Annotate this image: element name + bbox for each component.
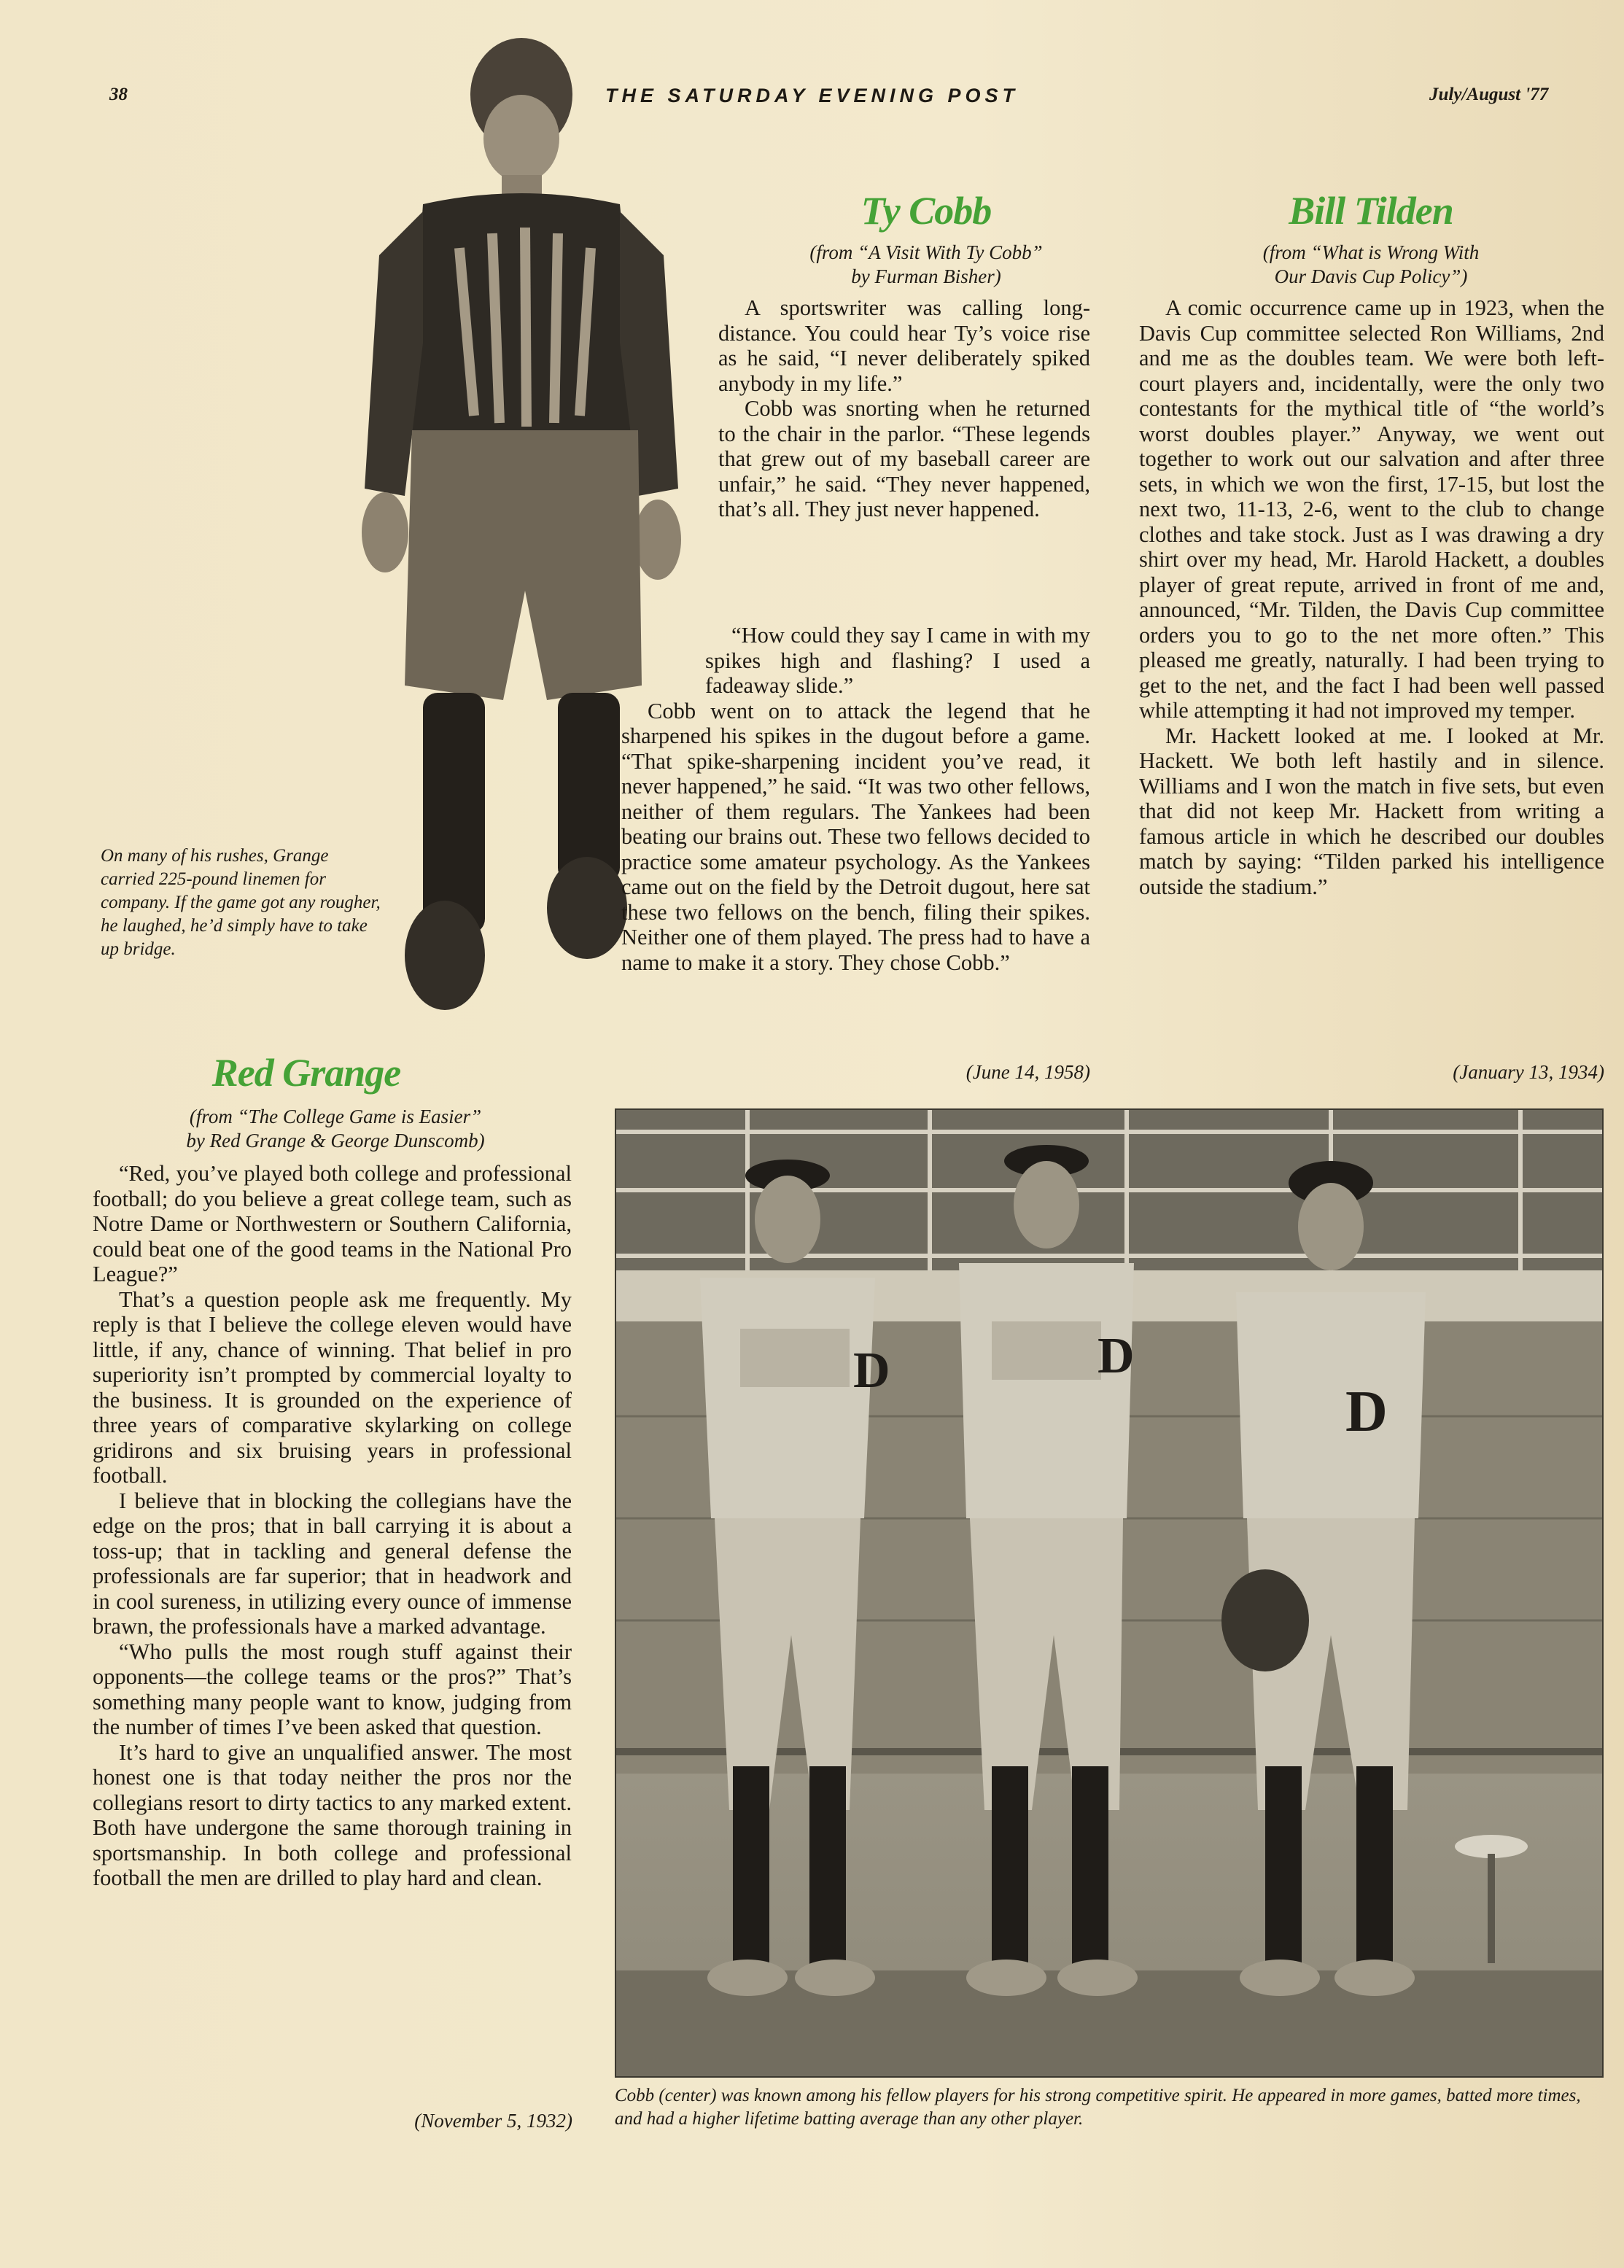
bill-tilden-paragraph: A comic occurrence came up in 1923, when the Davis Cup committee selected Ron Williams, 2nd and me as the doubles team. We were both left-court players and, incidentally, were the only two contestants for the mythical title of “the world’s worst doubles player.” Anyway, we went out together to work out our salvation and after three sets, in which we won the first, 17-15, but lost the next two, 11-13, 2-6, went to the club to change clothes and take stock. Just as I was drawing a dry shirt over my head, Mr. Harold Hackett, a doubles player of great repute, arrived in front of me and, announced, “Mr. Tilden, the Davis Cup committee orders you to go to the net more often.” This pleased me greatly, naturally. I had been trying to get to the net, and the fact I had been well passed while attempting it had not improved my temper. [1139, 295, 1604, 723]
red-grange-date: (November 5, 1932) [414, 2110, 572, 2132]
bill-tilden-date: (January 13, 1934) [1453, 1061, 1604, 1083]
player-center [959, 1145, 1138, 1996]
ty-cobb-paragraph: Cobb was snorting when he returned to the chair in the parlor. “These legends that grew out of my baseball career are unfair,” he said. “They never happened, that’s all. They just never happened. [718, 396, 1090, 521]
page-number: 38 [109, 85, 128, 104]
bill-tilden-source-line: Our Davis Cup Policy”) [1274, 265, 1468, 287]
ty-cobb-body [718, 295, 1090, 522]
red-grange-paragraph: “Red, you’ve played both college and professional football; do you believe a great college team, such as Notre Dame or Northwestern or Southern California, could beat one of the good teams in the National Pro League?” [93, 1161, 572, 1286]
red-grange-paragraph: “Who pulls the most rough stuff against their opponents—the college teams or the pros?” That’s something many people want to know, judging from the number of times I’ve been asked that question. [93, 1639, 572, 1739]
ty-cobb-body-wide [621, 623, 1090, 975]
red-grange-body [93, 1161, 572, 1891]
ty-cobb-paragraph: “How could they say I came in with my spikes high and flashing? I used a fadeaway slide.” [705, 623, 1090, 698]
ty-cobb-date: (June 14, 1958) [966, 1061, 1090, 1083]
red-grange-title: Red Grange [211, 1051, 401, 1095]
red-grange-source-line: by Red Grange & George Dunscomb) [186, 1130, 485, 1152]
cap-letter: D [1345, 1380, 1388, 1444]
bill-tilden-title: Bill Tilden [1289, 189, 1453, 233]
ty-cobb-paragraph: Cobb went on to attack the legend that he sharpened his spikes in the dugout before a game. “That spike-sharpening incident you’ve read, it never happened,” he said. “It was two other fellows, neither of them regulars. The Yankees had been beating our brains out. These two fellows decided to practice some amateur psychology. As the Yankees came out on the field by the Detroit dugout, here sat these two fellows on the bench, filing their spikes. Neither one of them played. The press had to have a name to make it a story. They chose Cobb.” [621, 698, 1090, 975]
bill-tilden-body [1139, 295, 1604, 899]
ty-cobb-paragraph: A sportswriter was calling long-distance. You could hear Ty’s voice rise as he said, “I never deliberately spiked anybody in my life.” [718, 295, 1090, 396]
ty-cobb-source-line: by Furman Bisher) [851, 265, 1001, 287]
red-grange-source [95, 1105, 576, 1153]
cobb-photo-caption: Cobb (center) was known among his fellow players for his strong competitive spirit. He appeared in more games, batted more times, and had a higher lifetime batting average than any other player. [615, 2086, 1581, 2129]
cap-letter: D [1097, 1328, 1135, 1384]
ty-cobb-source-line: (from “A Visit With Ty Cobb” [809, 241, 1043, 263]
cap-letter: D [853, 1343, 890, 1399]
grange-photo-caption: On many of his rushes, Grange carried 225-pound linemen for company. If the game got any rougher, he laughed, he’d simply have to take up bridge. [101, 846, 381, 959]
bill-tilden-source [1145, 241, 1597, 289]
red-grange-paragraph: That’s a question people ask me frequently. My reply is that I believe the college eleven would have little, if any, chance of winning. That belief in pro superiority isn’t prompted by commercial loyalty to the business. It is grounded on the experience of three years of comparative skylarking on college gridirons and six bruising years in professional football. [93, 1286, 572, 1488]
bill-tilden-paragraph: Mr. Hackett looked at me. I looked at Mr. Hackett. We both left hastily and in silence. Williams and I won the match in five sets, but even that did not keep Mr. Hackett from writing a famous article in which he described our doubles match by saying: “Tilden parked his intelligence outside the stadium.” [1139, 723, 1604, 899]
ty-cobb-source [718, 241, 1134, 289]
masthead: THE SATURDAY EVENING POST [605, 85, 1019, 106]
baseball-players-illustration [616, 1110, 1602, 2076]
red-grange-paragraph: It’s hard to give an unqualified answer. The most honest one is that today neither the pros nor the collegians resort to dirty tactics to any marked extent. Both have undergone the same thorough training in sportsmanship. In both college and professional football the men are drilled to play hard and clean. [93, 1739, 572, 1890]
issue-date: July/August '77 [1429, 85, 1549, 104]
red-grange-paragraph: I believe that in blocking the collegians have the edge on the pros; that in ball carrying it is about a toss-up; that in tackling and general defense the professionals are far superior; that in headwork and in cool sureness, in utilizing every ounce of immense brawn, the professionals have a marked advantage. [93, 1488, 572, 1639]
baseball-players-photo [615, 1108, 1604, 2078]
red-grange-source-line: (from “The College Game is Easier” [189, 1106, 482, 1127]
ty-cobb-title: Ty Cobb [860, 189, 992, 233]
bill-tilden-source-line: (from “What is Wrong With [1262, 241, 1480, 263]
